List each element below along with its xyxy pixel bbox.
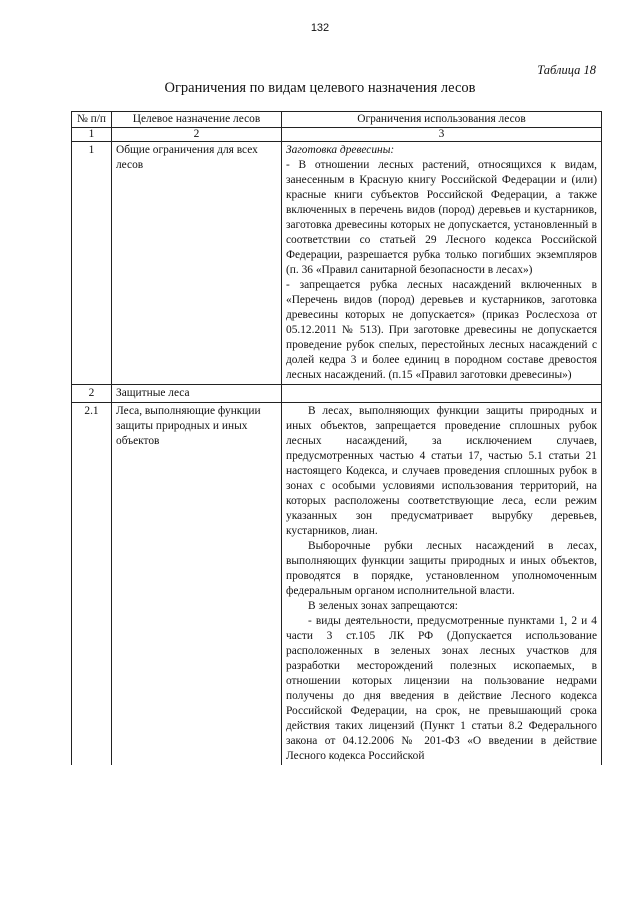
table-row [72, 403, 602, 766]
restriction-paragraph: - запрещается рубка лесных насаждений включенных в «Перечень видов (пород) деревьев и кустарников, заготовка древесины которых не допускается» (приказ Рослесхоза от 05.12.2011 № 513). При заготовке древесины не допускается проведение рубок спелых, перестойных лесных насаждений с долей кедра 3 и более единиц в породном составе древостоя лесных насаждений. (п.15 «Правил заготовки древесины») [286, 279, 597, 381]
table-row [72, 142, 602, 385]
page-number: 132 [310, 22, 330, 34]
column-number: 1 [72, 128, 112, 142]
restriction-paragraph: - виды деятельности, предусмотренные пунктами 1, 2 и 4 части 3 ст.105 ЛК РФ (Допускается использование расположенных в зеленых зонах лесных участков для разработки месторождений полезных ископаемых, в отношении которых лицензии на пользование недрами получены до дня введения в действие Лесного кодекса Российской Федерации, на срок, не превышающий срока действия таких лицензий (Пункт 1 статьи 8.2 Федерального закона от 04.12.2006 № 201-ФЗ «О введении в действие Лесного кодекса Российской [286, 615, 597, 762]
header-num: № п/п [72, 112, 112, 128]
column-number: 2 [112, 128, 282, 142]
restriction-heading: Заготовка древесины: [286, 144, 395, 156]
header-purpose: Целевое назначение лесов [112, 112, 282, 128]
row-number: 2.1 [72, 403, 112, 766]
row-restrictions [282, 142, 602, 385]
row-restrictions [282, 385, 602, 403]
table-title: Ограничения по видам целевого назначения лесов [164, 80, 476, 96]
restriction-paragraph: - В отношении лесных растений, относящихся к видам, занесенным в Красную книгу Российской Федерации и (или) красные книги субъектов Российской Федерации, а также включенных в перечень видов (пород) деревьев и кустарников, заготовка древесины которых не допускается, установленный в соответствии со статьей 29 Лесного кодекса Российской Федерации, разрешается рубка только погибших экземпляров (п. 36 «Правил санитарной безопасности в лесах») [286, 159, 597, 276]
row-number: 2 [72, 385, 112, 403]
row-number: 1 [72, 142, 112, 385]
column-number: 3 [282, 128, 602, 142]
restriction-paragraph: В лесах, выполняющих функции защиты природных и иных объектов, запрещается проведение сплошных рубок лесных насаждений, за исключением случаев, предусмотренных частью 4 статьи 17, частью 5.1 статьи 21 настоящего Кодекса, и случаев проведения сплошных рубок в зонах с особыми условиями использования территорий, на которых расположены соответствующие леса, если режим указанных зон предусматривает вырубку деревьев, кустарников, лиан. [286, 405, 597, 537]
restriction-paragraph: Выборочные рубки лесных насаждений в лесах, выполняющих функции защиты природных и иных объектов, проводятся в порядке, установленном уполномоченным федеральным органом исполнительной власти. [286, 540, 597, 597]
column-number-row [72, 128, 602, 142]
row-restrictions [282, 403, 602, 766]
restriction-paragraph: В зеленых зонах запрещаются: [308, 600, 458, 612]
table-label: Таблица 18 [537, 63, 596, 77]
header-restrictions: Ограничения использования лесов [282, 112, 602, 128]
row-purpose: Общие ограничения для всех лесов [112, 142, 282, 385]
restrictions-table [71, 111, 602, 765]
row-purpose: Леса, выполняющие функции защиты природных и иных объектов [112, 403, 282, 766]
table-row [72, 385, 602, 403]
row-purpose: Защитные леса [112, 385, 282, 403]
table-header-row [72, 112, 602, 128]
